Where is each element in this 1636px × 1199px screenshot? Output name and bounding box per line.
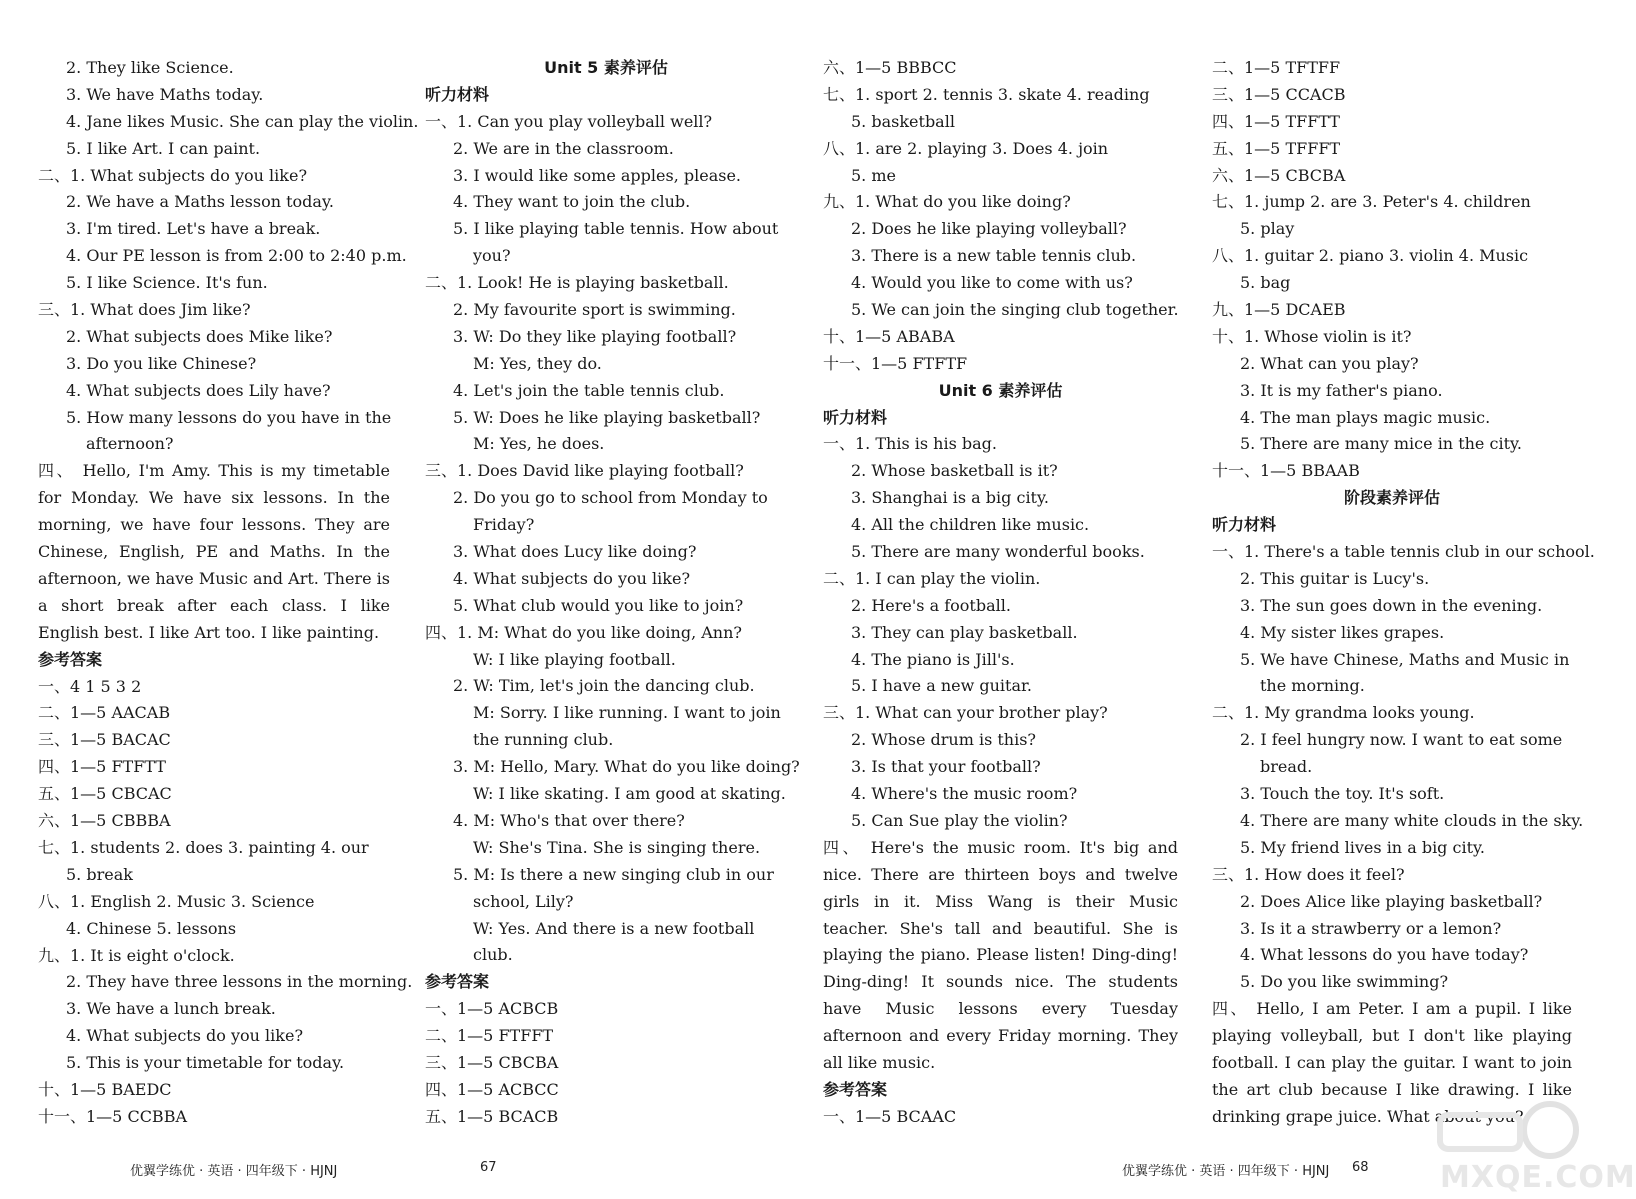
text-line: 八、1. English 2. Music 3. Science <box>38 891 315 911</box>
text-line: 3. We have Maths today. <box>66 84 264 104</box>
text-line: 4. What subjects does Lily have? <box>66 380 331 400</box>
text-line: 3. Touch the toy. It's soft. <box>1240 784 1445 804</box>
text-line: 5. I like Art. I can paint. <box>66 138 261 158</box>
text-line: 4. Let's join the table tennis club. <box>453 380 725 400</box>
footer-right-title: 优翼学练优 · 英语 · 四年级下 · HJNJ <box>1122 1164 1330 1179</box>
passage-paragraph: 四、 Hello, I am Peter. I am a pupil. I like playing volleyball, but I don't like playing football. I can play the guitar. I want to join the art club because I like drawing. I like drinking grape juice. What about you? <box>1212 999 1572 1126</box>
text-line: 5. How many lessons do you have in the <box>66 407 392 427</box>
section-title: 阶段素养评估 <box>1343 488 1440 508</box>
text-line: 4. The piano is Jill's. <box>851 649 1015 669</box>
text-line: 3. What does Lucy like doing? <box>453 542 697 562</box>
text-line: 5. I like Science. It's fun. <box>66 273 268 293</box>
section-header: 听力材料 <box>425 84 490 104</box>
text-line: 4. Chinese 5. lessons <box>66 918 237 938</box>
text-line: 5. I like playing table tennis. How about <box>453 219 779 239</box>
text-line: 六、1—5 CBBBA <box>38 811 171 831</box>
text-line: 七、1. jump 2. are 3. Peter's 4. children <box>1212 192 1531 212</box>
text-line: 4. M: Who's that over there? <box>453 810 685 830</box>
text-line: 5. We have Chinese, Maths and Music in <box>1240 649 1570 669</box>
text-line: 5. play <box>1240 219 1295 239</box>
left-page-column-2 <box>425 55 800 1131</box>
text-line: 3. Do you like Chinese? <box>66 353 257 373</box>
text-line: 四、1—5 TFFTT <box>1212 111 1340 131</box>
text-line: 三、1. Does David like playing football? <box>425 461 744 481</box>
text-line: 5. What club would you like to join? <box>453 595 744 615</box>
text-line: 3. Shanghai is a big city. <box>851 488 1049 508</box>
text-line: 2. Here's a football. <box>851 595 1011 615</box>
text-line: school, Lily? <box>473 891 574 911</box>
text-line: 5. Can Sue play the violin? <box>851 810 1068 830</box>
text-line: 5. Do you like swimming? <box>1240 972 1449 992</box>
section-header: 参考答案 <box>38 649 103 669</box>
text-line: 六、1—5 BBBCC <box>823 58 957 77</box>
left-page-column-1 <box>38 55 419 1131</box>
text-line: 3. I would like some apples, please. <box>453 165 742 185</box>
text-line: 十、1—5 ABABA <box>823 326 955 346</box>
text-line: 4. My sister likes grapes. <box>1240 622 1445 642</box>
text-line: the morning. <box>1260 676 1365 696</box>
text-line: 二、1. Look! He is playing basketball. <box>425 273 729 293</box>
text-line: 七、1. students 2. does 3. painting 4. our <box>38 837 369 857</box>
text-line: 5. bag <box>1240 273 1291 293</box>
text-line: 一、1. This is his bag. <box>823 434 997 454</box>
text-line: 3. I'm tired. Let's have a break. <box>66 219 321 239</box>
text-line: 一、1. Can you play volleyball well? <box>425 111 713 131</box>
text-line: 2. This guitar is Lucy's. <box>1240 568 1430 588</box>
text-line: 九、1. What do you like doing? <box>823 192 1071 212</box>
text-line: 三、1—5 CBCBA <box>425 1052 559 1072</box>
text-line: 七、1. sport 2. tennis 3. skate 4. reading <box>823 84 1150 104</box>
text-line: 四、1—5 FTFTT <box>38 757 166 777</box>
text-line: 二、1—5 FTFFT <box>425 1026 554 1046</box>
text-line: 四、1. M: What do you like doing, Ann? <box>425 622 742 642</box>
watermark-text: MXQE.COM <box>1440 1160 1636 1195</box>
text-line: 3. Is that your football? <box>851 757 1041 777</box>
text-line: 5. W: Does he like playing basketball? <box>453 407 761 427</box>
footer-right-page-number: 68 <box>1352 1160 1369 1175</box>
text-line: 4. All the children like music. <box>851 515 1090 535</box>
text-line: 一、4 1 5 3 2 <box>38 676 142 696</box>
text-line: 四、1—5 ACBCC <box>425 1079 559 1099</box>
section-title: Unit 6 素养评估 <box>938 380 1063 400</box>
text-line: 二、1. I can play the violin. <box>823 568 1041 588</box>
text-line: M: Sorry. I like running. I want to join <box>473 703 781 723</box>
text-line: bread. <box>1260 757 1313 777</box>
text-line: 4. They want to join the club. <box>453 192 691 212</box>
text-line: 4. There are many white clouds in the sky. <box>1240 810 1584 830</box>
text-line: 2. Whose drum is this? <box>851 730 1037 750</box>
text-line: 八、1. guitar 2. piano 3. violin 4. Music <box>1212 246 1529 266</box>
right-page-column-2 <box>1212 55 1595 1131</box>
text-line: you? <box>473 246 511 266</box>
text-line: 4. What lessons do you have today? <box>1240 945 1529 965</box>
text-line: 5. me <box>851 165 896 185</box>
text-line: 4. Where's the music room? <box>851 784 1078 804</box>
text-line: 4. Our PE lesson is from 2:00 to 2:40 p.m. <box>66 246 407 266</box>
text-line: 二、1. What subjects do you like? <box>38 165 308 185</box>
text-line: W: I like playing football. <box>473 649 676 669</box>
text-line: 2. W: Tim, let's join the dancing club. <box>453 676 755 696</box>
text-line: W: She's Tina. She is singing there. <box>473 837 761 857</box>
text-line: 2. What can you play? <box>1240 353 1419 373</box>
text-line: afternoon? <box>86 434 174 454</box>
text-line: 4. What subjects do you like? <box>453 568 691 588</box>
section-title: Unit 5 素养评估 <box>544 58 668 77</box>
text-line: 5. There are many mice in the city. <box>1240 434 1522 454</box>
text-line: 5. This is your timetable for today. <box>66 1053 345 1073</box>
text-line: 十一、1—5 CCBBA <box>38 1106 188 1126</box>
text-line: 三、1. What does Jim like? <box>38 300 251 320</box>
text-line: the running club. <box>473 730 614 750</box>
footer-left-title: 优翼学练优 · 英语 · 四年级下 · HJNJ <box>130 1164 338 1179</box>
text-line: 2. We have a Maths lesson today. <box>66 192 334 212</box>
text-line: 2. Whose basketball is it? <box>851 461 1058 481</box>
text-line: 5. I have a new guitar. <box>851 676 1032 696</box>
text-line: 3. M: Hello, Mary. What do you like doing? <box>453 757 800 777</box>
text-line: 2. They like Science. <box>66 58 234 77</box>
footer-left-page-number: 67 <box>480 1160 497 1175</box>
text-line: 5. basketball <box>851 111 955 131</box>
text-line: 2. What subjects does Mike like? <box>66 326 333 346</box>
text-line: 九、1—5 DCAEB <box>1212 300 1346 320</box>
text-line: 4. Would you like to come with us? <box>851 273 1133 293</box>
text-line: 5. M: Is there a new singing club in our <box>453 864 774 884</box>
text-line: 八、1. are 2. playing 3. Does 4. join <box>823 138 1109 158</box>
text-line: 三、1—5 BACAC <box>38 730 171 750</box>
text-line: 4. Jane likes Music. She can play the violin. <box>66 111 419 131</box>
section-header: 听力材料 <box>823 407 888 427</box>
text-line: 5. break <box>66 864 133 884</box>
text-line: 二、1—5 TFTFF <box>1212 58 1341 77</box>
text-line: 5. There are many wonderful books. <box>851 542 1145 562</box>
text-line: 一、1—5 ACBCB <box>425 999 559 1019</box>
section-header: 参考答案 <box>823 1079 888 1099</box>
text-line: 十、1—5 BAEDC <box>38 1079 172 1099</box>
text-line: 十一、1—5 FTFTF <box>823 353 968 373</box>
text-line: 十、1. Whose violin is it? <box>1212 326 1412 346</box>
text-line: 五、1—5 BCACB <box>425 1106 559 1126</box>
text-line: 2. They have three lessons in the morning. <box>66 972 413 992</box>
section-header: 参考答案 <box>425 972 490 992</box>
text-line: 4. The man plays magic music. <box>1240 407 1491 427</box>
passage-paragraph: 四、 Here's the music room. It's big and nice. There are thirteen boys and twelve girls in it. Miss Wang is their Music teacher. She's tall and beautiful. She is playing the piano. Please listen! Ding-ding! Ding-ding! It sounds nice. The students have Music lessons every Tuesday afternoon and every Friday morning. They all like music. <box>823 837 1178 1073</box>
text-line: 三、1. How does it feel? <box>1212 864 1405 884</box>
text-line: M: Yes, they do. <box>473 353 602 373</box>
text-line: 3. Is it a strawberry or a lemon? <box>1240 918 1502 938</box>
text-line: 3. There is a new table tennis club. <box>851 246 1137 266</box>
text-line: Friday? <box>473 515 535 535</box>
text-line: 2. Do you go to school from Monday to <box>453 488 768 508</box>
text-line: 4. What subjects do you like? <box>66 1026 304 1046</box>
text-line: 九、1. It is eight o'clock. <box>38 945 235 965</box>
text-line: 三、1. What can your brother play? <box>823 703 1108 723</box>
text-line: 2. Does he like playing volleyball? <box>851 219 1127 239</box>
text-line: 五、1—5 TFFFT <box>1212 138 1341 158</box>
section-header: 听力材料 <box>1212 515 1277 535</box>
text-line: W: I like skating. I am good at skating. <box>473 784 786 804</box>
text-line: 五、1—5 CBCAC <box>38 784 172 804</box>
text-line: 2. My favourite sport is swimming. <box>453 300 736 320</box>
text-line: 三、1—5 CCACB <box>1212 84 1346 104</box>
text-line: 十一、1—5 BBAAB <box>1212 461 1360 481</box>
right-page-column-1 <box>823 55 1178 1131</box>
text-line: 2. Does Alice like playing basketball? <box>1240 891 1543 911</box>
text-line: M: Yes, he does. <box>473 434 605 454</box>
passage-paragraph: 四、 Hello, I'm Amy. This is my timetable for Monday. We have six lessons. In the morning, we have four lessons. They are Chinese, English, PE and Maths. In the afternoon, we have Music and Art. There is a short break after each class. I like English best. I like Art too. I like painting. <box>38 461 390 642</box>
text-line: 5. My friend lives in a big city. <box>1240 837 1486 857</box>
text-line: 一、1—5 BCAAC <box>823 1106 957 1126</box>
text-line: club. <box>473 945 513 965</box>
text-line: 二、1—5 AACAB <box>38 703 171 723</box>
text-line: 二、1. My grandma looks young. <box>1212 703 1475 723</box>
text-line: 3. W: Do they like playing football? <box>453 326 737 346</box>
text-line: 一、1. There's a table tennis club in our school. <box>1212 542 1595 562</box>
text-line: 2. I feel hungry now. I want to eat some <box>1240 730 1563 750</box>
text-line: W: Yes. And there is a new football <box>473 918 755 938</box>
text-line: 3. They can play basketball. <box>851 622 1078 642</box>
text-line: 5. We can join the singing club together. <box>851 300 1179 320</box>
text-line: 2. We are in the classroom. <box>453 138 674 158</box>
text-line: 3. We have a lunch break. <box>66 999 276 1019</box>
text-line: 六、1—5 CBCBA <box>1212 165 1346 185</box>
text-line: 3. The sun goes down in the evening. <box>1240 595 1543 615</box>
text-line: 3. It is my father's piano. <box>1240 380 1443 400</box>
